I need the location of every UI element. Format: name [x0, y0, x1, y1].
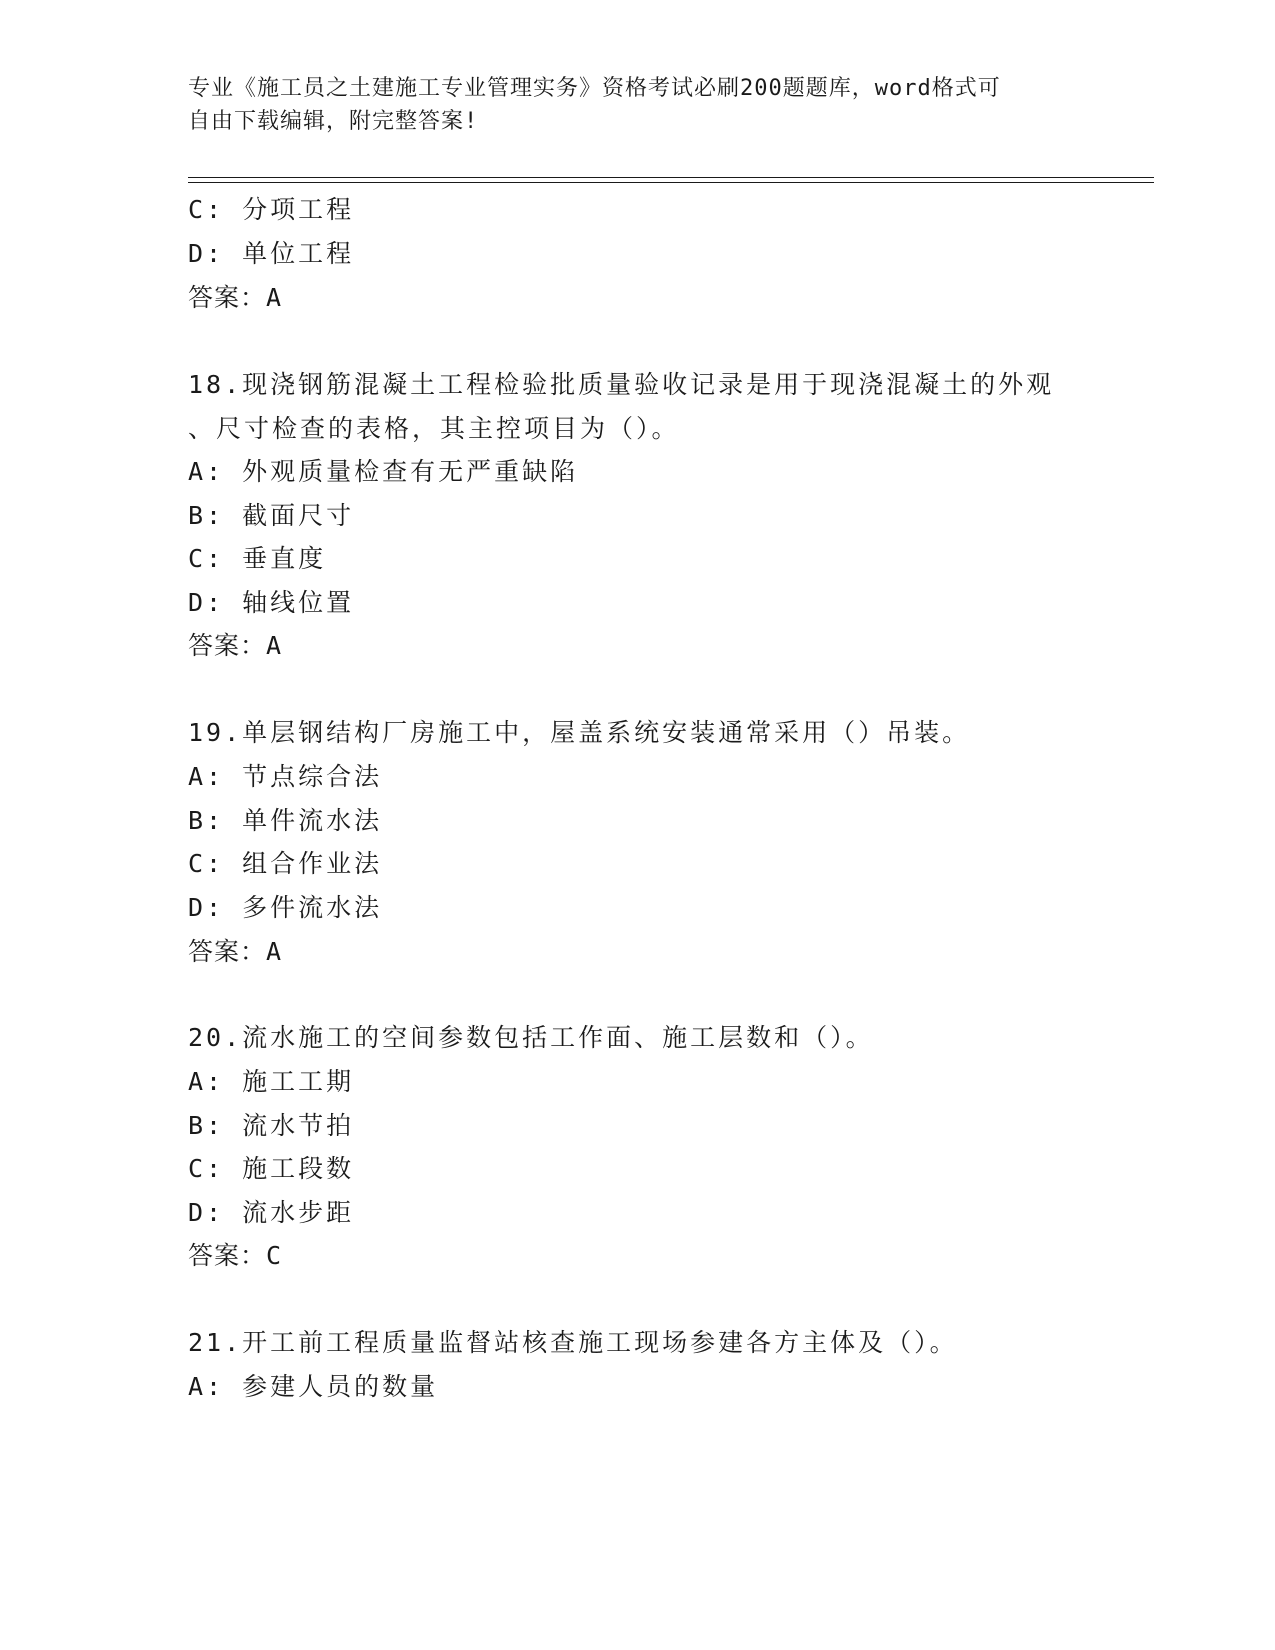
q18-answer: 答案：A	[188, 631, 283, 660]
q19-stem: 19.单层钢结构厂房施工中，屋盖系统安装通常采用（）吊装。	[188, 718, 971, 747]
document-header	[188, 72, 1068, 138]
q20-option-a: A: 施工工期	[188, 1067, 355, 1096]
q18-option-b: B: 截面尺寸	[188, 501, 355, 530]
q19-answer: 答案：A	[188, 937, 283, 966]
header-title-line-1: 专业《施工员之土建施工专业管理实务》资格考试必刷200题题库，word格式可	[188, 76, 1001, 101]
q19-option-d: D: 多件流水法	[188, 893, 383, 922]
q19-option-a: A: 节点综合法	[188, 762, 383, 791]
q17-option-c: C: 分项工程	[188, 195, 355, 224]
q18-option-c: C: 垂直度	[188, 544, 327, 573]
header-title-line-2: 自由下载编辑，附完整答案!	[188, 109, 479, 134]
q18-stem-line-2: 、尺寸检查的表格，其主控项目为（）。	[188, 414, 680, 443]
header-divider-top	[188, 177, 1154, 178]
q19-option-b: B: 单件流水法	[188, 806, 383, 835]
q17-option-d: D: 单位工程	[188, 239, 355, 268]
q20-option-c: C: 施工段数	[188, 1154, 355, 1183]
q18-option-a: A: 外观质量检查有无严重缺陷	[188, 457, 579, 486]
header-divider-bottom	[188, 182, 1154, 183]
q20-stem: 20.流水施工的空间参数包括工作面、施工层数和（）。	[188, 1023, 874, 1052]
q20-answer: 答案：C	[188, 1241, 283, 1270]
q19-option-c: C: 组合作业法	[188, 849, 383, 878]
q17-answer: 答案：A	[188, 283, 283, 312]
q21-stem: 21.开工前工程质量监督站核查施工现场参建各方主体及（）。	[188, 1328, 958, 1357]
q18-stem-line-1: 18.现浇钢筋混凝土工程检验批质量验收记录是用于现浇混凝土的外观	[188, 370, 1055, 399]
q20-option-d: D: 流水步距	[188, 1198, 355, 1227]
q18-option-d: D: 轴线位置	[188, 588, 355, 617]
q21-option-a: A: 参建人员的数量	[188, 1372, 439, 1401]
q20-option-b: B: 流水节拍	[188, 1111, 355, 1140]
